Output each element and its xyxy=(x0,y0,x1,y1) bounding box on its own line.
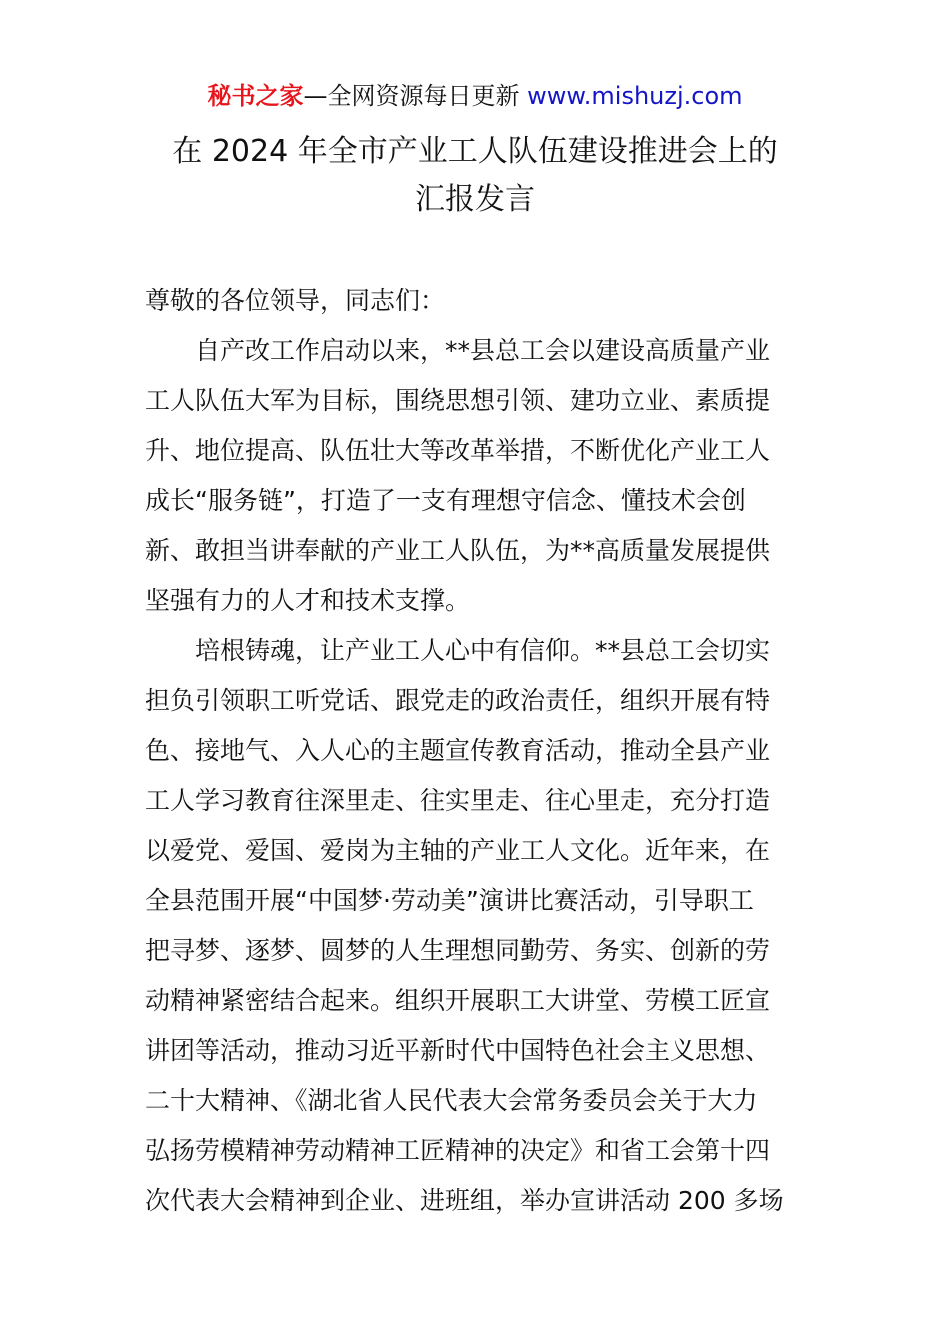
paragraph-1-line: 成长“服务链”，打造了一支有理想守信念、懂技术会创 xyxy=(145,486,746,515)
paragraph-1-line: 工人队伍大军为目标，围绕思想引领、建功立业、素质提 xyxy=(145,386,771,415)
title-line-1: 在 2024 年全市产业工人队伍建设推进会上的 xyxy=(172,134,778,169)
paragraph-2-line: 弘扬劳模精神劳动精神工匠精神的决定》和省工会第十四 xyxy=(145,1136,771,1165)
paragraph-2-line: 动精神紧密结合起来。组织开展职工大讲堂、劳模工匠宣 xyxy=(145,986,771,1015)
site-url-link[interactable]: www.mishuzj.com xyxy=(527,82,743,110)
paragraph-1-line: 自产改工作启动以来，**县总工会以建设高质量产业 xyxy=(195,336,771,365)
paragraph-2-line: 培根铸魂，让产业工人心中有信仰。**县总工会切实 xyxy=(195,636,771,665)
paragraph-2-line: 次代表大会精神到企业、进班组，举办宣讲活动 200 多场 xyxy=(145,1186,784,1215)
paragraph-2-line: 以爱党、爱国、爱岗为主轴的产业工人文化。近年来，在 xyxy=(145,836,771,865)
brand-name: 秘书之家 xyxy=(207,82,304,110)
paragraph-2-line: 讲团等活动，推动习近平新时代中国特色社会主义思想、 xyxy=(145,1036,771,1065)
paragraph-2-line: 把寻梦、逐梦、圆梦的人生理想同勤劳、务实、创新的劳 xyxy=(145,936,771,965)
paragraph-2-line: 全县范围开展“中国梦·劳动美”演讲比赛活动，引导职工 xyxy=(145,886,754,915)
header-slogan: —全网资源每日更新 xyxy=(303,82,528,110)
salutation: 尊敬的各位领导，同志们： xyxy=(145,286,446,315)
title-line-2: 汇报发言 xyxy=(415,182,535,217)
paragraph-2-line: 担负引领职工听党话、跟党走的政治责任，组织开展有特 xyxy=(145,686,771,715)
site-header xyxy=(0,80,950,112)
paragraph-1-line: 坚强有力的人才和技术支撑。 xyxy=(145,586,471,615)
paragraph-2-line: 二十大精神、《湖北省人民代表大会常务委员会关于大力 xyxy=(145,1086,758,1115)
paragraph-2-line: 工人学习教育往深里走、往实里走、往心里走，充分打造 xyxy=(145,786,771,815)
document-body xyxy=(145,276,810,1226)
document-title xyxy=(100,128,850,224)
paragraph-1-line: 升、地位提高、队伍壮大等改革举措，不断优化产业工人 xyxy=(145,436,771,465)
paragraph-2-line: 色、接地气、入人心的主题宣传教育活动，推动全县产业 xyxy=(145,736,771,765)
paragraph-1-line: 新、敢担当讲奉献的产业工人队伍，为**高质量发展提供 xyxy=(145,536,771,565)
